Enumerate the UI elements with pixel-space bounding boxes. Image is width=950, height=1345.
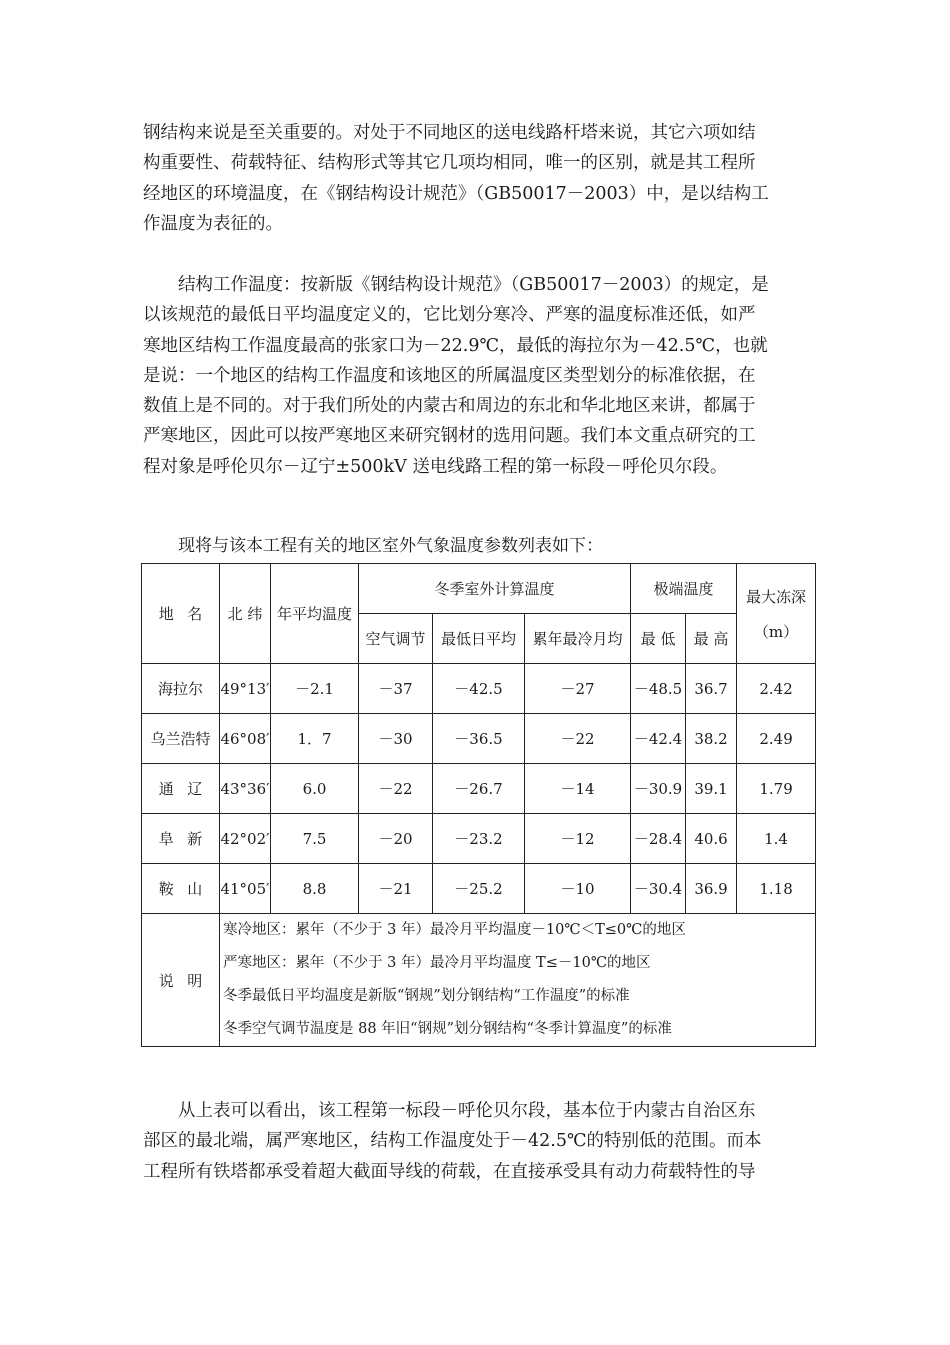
table-row — [142, 664, 816, 714]
paragraph-2 — [143, 270, 811, 482]
notes-label: 说明 — [142, 914, 220, 1047]
paragraph-line: 经地区的环境温度，在《钢结构设计规范》（GB50017－2003）中，是以结构工 — [143, 183, 769, 204]
cell-annual-mean: －2.1 — [271, 664, 359, 714]
cell-ext-min: －28.4 — [631, 814, 686, 864]
cell-annual-mean: 7.5 — [271, 814, 359, 864]
cell-latitude: 46°08′ — [220, 714, 271, 764]
paragraph-line: 以该规范的最低日平均温度定义的，它比划分寒冷、严寒的温度标准还低，如严 — [143, 305, 756, 326]
note-line: 严寒地区：累年（不少于 3 年）最冷月平均温度 T≤－10℃的地区 — [223, 955, 651, 971]
notes-content — [220, 914, 816, 1047]
cell-ext-min: －42.4 — [631, 714, 686, 764]
cell-frost: 2.49 — [737, 714, 816, 764]
cell-coldest-month: －12 — [525, 814, 631, 864]
table-row — [142, 814, 816, 864]
header-winter-min-daily: 最低日平均 — [433, 614, 525, 664]
cell-ext-max: 38.2 — [686, 714, 737, 764]
cell-frost: 1.79 — [737, 764, 816, 814]
cell-place: 通辽 — [142, 764, 220, 814]
cell-coldest-month: －10 — [525, 864, 631, 914]
cell-ext-min: －30.4 — [631, 864, 686, 914]
paragraph-3 — [143, 1096, 811, 1187]
header-winter-group: 冬季室外计算温度 — [359, 564, 631, 614]
paragraph-line: 严寒地区，因此可以按严寒地区来研究钢材的选用问题。我们本文重点研究的工 — [143, 426, 756, 447]
cell-ext-max: 40.6 — [686, 814, 737, 864]
cell-ac: －21 — [359, 864, 433, 914]
cell-frost: 1.4 — [737, 814, 816, 864]
header-latitude: 北 纬 — [220, 564, 271, 664]
cell-ac: －37 — [359, 664, 433, 714]
table-caption: 现将与该本工程有关的地区室外气象温度参数列表如下： — [178, 536, 603, 556]
cell-ext-max: 36.9 — [686, 864, 737, 914]
paragraph-line: 是说：一个地区的结构工作温度和该地区的所属温度区类型划分的标准依据，在 — [143, 365, 756, 386]
cell-coldest-month: －27 — [525, 664, 631, 714]
paragraph-line: 钢结构来说是至关重要的。对处于不同地区的送电线路杆塔来说，其它六项如结 — [143, 123, 756, 143]
table-row — [142, 764, 816, 814]
cell-place: 乌兰浩特 — [142, 714, 220, 764]
cell-annual-mean: 8.8 — [271, 864, 359, 914]
frost-depth-unit: （m） — [753, 622, 799, 641]
paragraph-line: 程对象是呼伦贝尔－辽宁±500kV 送电线路工程的第一标段－呼伦贝尔段。 — [143, 456, 728, 477]
note-line: 冬季最低日平均温度是新版“钢规”划分钢结构“工作温度”的标准 — [223, 988, 630, 1004]
cell-ext-max: 36.7 — [686, 664, 737, 714]
paragraph-1 — [143, 118, 811, 239]
paragraph-line: 结构工作温度：按新版《钢结构设计规范》（GB50017－2003）的规定，是 — [143, 275, 769, 295]
cell-ext-max: 39.1 — [686, 764, 737, 814]
notes-row — [142, 914, 816, 1047]
paragraph-line: 寒地区结构工作温度最高的张家口为－22.9℃，最低的海拉尔为－42.5℃，也就 — [143, 335, 768, 356]
paragraph-line: 构重要性、荷载特征、结构形式等其它几项均相同，唯一的区别，就是其工程所 — [143, 153, 756, 174]
cell-ext-min: －30.9 — [631, 764, 686, 814]
header-extreme-max: 最 高 — [686, 614, 737, 664]
paragraph-line: 工程所有铁塔都承受着超大截面导线的荷载，在直接承受具有动力荷载特性的导 — [143, 1161, 756, 1182]
table-row — [142, 714, 816, 764]
cell-latitude: 42°02′ — [220, 814, 271, 864]
cell-latitude: 49°13′ — [220, 664, 271, 714]
cell-coldest-month: －22 — [525, 714, 631, 764]
header-place: 地名 — [142, 564, 220, 664]
header-frost-depth — [737, 564, 816, 664]
cell-ext-min: －48.5 — [631, 664, 686, 714]
cell-ac: －22 — [359, 764, 433, 814]
table-header-row — [142, 564, 816, 614]
cell-min-daily: －23.2 — [433, 814, 525, 864]
table-row — [142, 864, 816, 914]
cell-annual-mean: 6.0 — [271, 764, 359, 814]
cell-min-daily: －42.5 — [433, 664, 525, 714]
cell-place: 鞍山 — [142, 864, 220, 914]
cell-place: 阜新 — [142, 814, 220, 864]
cell-min-daily: －36.5 — [433, 714, 525, 764]
cell-latitude: 41°05′ — [220, 864, 271, 914]
cell-latitude: 43°36′ — [220, 764, 271, 814]
header-annual-mean: 年平均温度 — [271, 564, 359, 664]
climate-table — [141, 563, 816, 1047]
paragraph-line: 数值上是不同的。对于我们所处的内蒙古和周边的东北和华北地区来讲，都属于 — [143, 396, 756, 417]
cell-ac: －30 — [359, 714, 433, 764]
note-line: 冬季空气调节温度是 88 年旧“钢规”划分钢结构“冬季计算温度”的标准 — [223, 1021, 672, 1037]
header-winter-coldest-month: 累年最冷月均 — [525, 614, 631, 664]
header-extreme-min: 最 低 — [631, 614, 686, 664]
cell-frost: 1.18 — [737, 864, 816, 914]
paragraph-line: 作温度为表征的。 — [143, 213, 283, 234]
header-extreme-group: 极端温度 — [631, 564, 737, 614]
cell-min-daily: －26.7 — [433, 764, 525, 814]
cell-frost: 2.42 — [737, 664, 816, 714]
header-winter-ac: 空气调节 — [359, 614, 433, 664]
cell-annual-mean: 1．7 — [271, 714, 359, 764]
frost-depth-label: 最大冻深 — [746, 587, 807, 606]
cell-ac: －20 — [359, 814, 433, 864]
paragraph-line: 部区的最北端，属严寒地区，结构工作温度处于－42.5℃的特别低的范围。而本 — [143, 1131, 762, 1152]
note-line: 寒冷地区：累年（不少于 3 年）最冷月平均温度－10℃＜T≤0℃的地区 — [223, 922, 686, 938]
cell-coldest-month: －14 — [525, 764, 631, 814]
cell-min-daily: －25.2 — [433, 864, 525, 914]
cell-place: 海拉尔 — [142, 664, 220, 714]
paragraph-line: 从上表可以看出，该工程第一标段－呼伦贝尔段，基本位于内蒙古自治区东 — [143, 1101, 756, 1121]
